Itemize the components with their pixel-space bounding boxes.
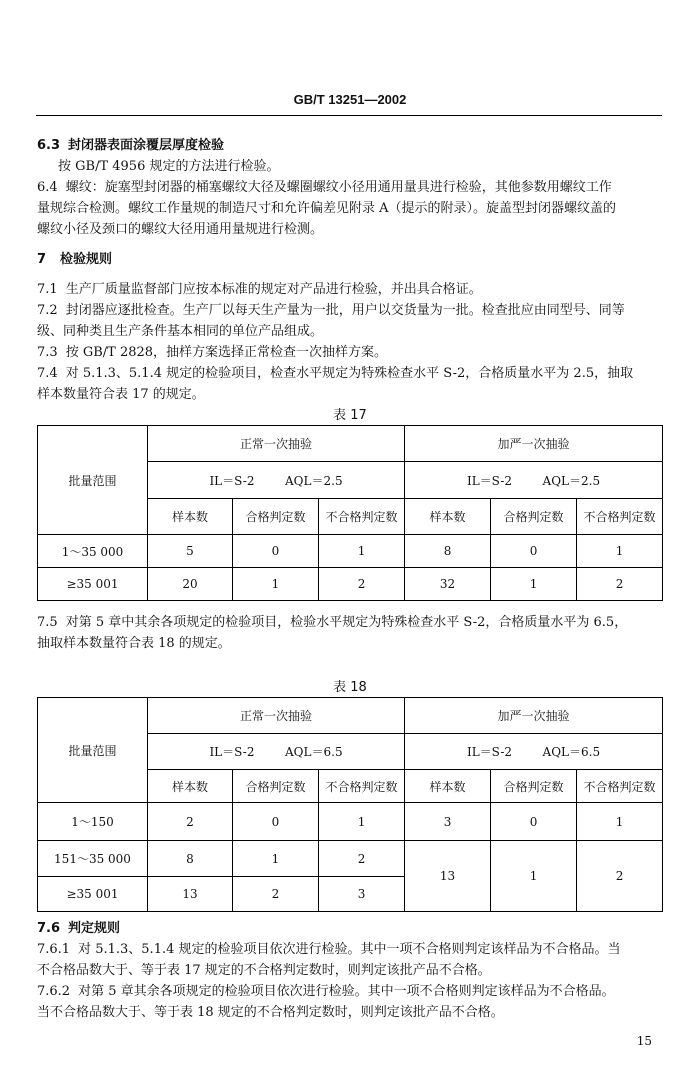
- clause-7-2-line-1: [37, 299, 625, 318]
- merged-acceptance-number-cell: 1: [491, 841, 577, 912]
- rejection-number-header: 不合格判定数: [319, 770, 405, 803]
- sample-size-cell: 8: [405, 535, 491, 568]
- acceptance-number-cell: 2: [233, 877, 319, 912]
- clause-7-6-1-line-2: 不合格品数大于、等于表 17 规定的不合格判定数时，则判定该批产品不合格。: [37, 963, 491, 978]
- acceptance-number-header: 合格判定数: [233, 770, 319, 803]
- clause-6-4-line-3: 螺纹小径及颈口的螺纹大径用通用量规进行检测。: [37, 222, 324, 237]
- sample-size-cell: 13: [148, 877, 233, 912]
- aql-value: AQL＝6.5: [285, 745, 343, 759]
- clause-text: 对 5.1.3、5.1.4 规定的检验项目依次进行检验。其中一项不合格则判定该样品为不合格品。当: [78, 942, 621, 957]
- clause-text: 对第 5 章其余各项规定的检验项目依次进行检验。其中一项不合格则判定该样品为不合格品。: [78, 984, 615, 999]
- sample-size-cell: 5: [148, 535, 233, 568]
- rejection-number-header: 不合格判定数: [577, 499, 663, 535]
- table-row: [38, 841, 663, 877]
- clause-number: 7.5: [37, 615, 58, 630]
- rejection-number-cell: 1: [577, 803, 663, 841]
- page-number: 15: [636, 1034, 652, 1048]
- rejection-number-cell: 2: [319, 568, 405, 601]
- lot-range-header: 批量范围: [38, 698, 148, 803]
- aql-value: AQL＝2.5: [285, 473, 343, 488]
- acceptance-number-cell: 0: [233, 535, 319, 568]
- clause-7-4-line-2: 样本数量符合表 17 的规定。: [37, 387, 205, 402]
- clause-7-5-line-2: 抽取样本数量符合表 18 的规定。: [37, 636, 231, 651]
- lot-range-header: 批量范围: [38, 426, 148, 535]
- lot-range-cell: 1～35 000: [38, 535, 148, 568]
- clause-6-4-line-1: [37, 176, 612, 195]
- section-7-heading: [37, 248, 112, 267]
- tightened-level-cell: [405, 734, 663, 770]
- sample-size-cell: 2: [148, 803, 233, 841]
- clause-7-1: [37, 278, 482, 297]
- lot-range-cell: 1～150: [38, 803, 148, 841]
- rejection-number-cell: 2: [577, 568, 663, 601]
- sample-size-header: 样本数: [148, 770, 233, 803]
- acceptance-number-cell: 1: [233, 841, 319, 877]
- clause-7-3: [37, 341, 387, 360]
- clause-title: 判定规则: [68, 921, 121, 936]
- normal-level-cell: [148, 462, 405, 499]
- clause-6-3-heading: [37, 134, 224, 153]
- lot-range-cell: ≥35 001: [38, 877, 148, 912]
- clause-text: 封闭器应逐批检查。生产厂以每天生产量为一批，用户以交货量为一批。检查批应由同型号、同等: [65, 303, 625, 318]
- clause-7-6-2-line-1: [37, 980, 615, 999]
- normal-level-cell: [148, 734, 405, 770]
- tightened-inspection-header: 加严一次抽验: [405, 426, 663, 462]
- aql-value: AQL＝6.5: [542, 745, 601, 759]
- acceptance-number-header: 合格判定数: [491, 499, 577, 535]
- acceptance-number-cell: 1: [491, 568, 577, 601]
- clause-7-2-line-2: 级、同种类且生产条件基本相同的单位产品组成。: [37, 324, 324, 339]
- rejection-number-cell: 3: [319, 877, 405, 912]
- clause-text: 螺纹：旋塞型封闭器的桶塞螺纹大径及螺圈螺纹小径用通用量具进行检验，其他参数用螺纹工作: [65, 180, 612, 195]
- table-row: [38, 535, 663, 568]
- acceptance-number-header: 合格判定数: [233, 499, 319, 535]
- rejection-number-cell: 1: [577, 535, 663, 568]
- section-title: 检验规则: [60, 252, 113, 267]
- rejection-number-header: 不合格判定数: [577, 770, 663, 803]
- table-17-caption: 表 17: [333, 408, 367, 423]
- clause-title: 封闭器表面涂覆层厚度检验: [68, 138, 225, 153]
- clause-number: 7.6: [37, 921, 61, 936]
- lot-range-cell: 151～35 000: [38, 841, 148, 877]
- sample-size-header: 样本数: [405, 770, 491, 803]
- clause-7-4-line-1: [37, 362, 633, 381]
- merged-rejection-number-cell: 2: [577, 841, 663, 912]
- acceptance-number-cell: 0: [491, 803, 577, 841]
- rejection-number-header: 不合格判定数: [319, 499, 405, 535]
- tightened-inspection-header: 加严一次抽验: [405, 698, 663, 734]
- aql-value: AQL＝2.5: [542, 473, 601, 488]
- inspection-level: IL＝S-2: [209, 473, 255, 488]
- sample-size-header: 样本数: [405, 499, 491, 535]
- clause-text: 对第 5 章中其余各项规定的检验项目，检验水平规定为特殊检查水平 S-2，合格质量水平为 6.5，: [65, 615, 628, 630]
- sample-size-cell: 20: [148, 568, 233, 601]
- clause-text: 对 5.1.3、5.1.4 规定的检验项目，检查水平规定为特殊检查水平 S-2，合格质量水平为 2.5，抽取: [65, 366, 634, 381]
- lot-range-cell: ≥35 001: [38, 568, 148, 601]
- sample-size-cell: 8: [148, 841, 233, 877]
- rejection-number-cell: 1: [319, 535, 405, 568]
- clause-number: 6.4: [37, 180, 58, 195]
- clause-number: 7.1: [37, 282, 58, 297]
- sample-size-cell: 32: [405, 568, 491, 601]
- clause-number: 7.4: [37, 366, 58, 381]
- table-17: [37, 425, 663, 601]
- sample-size-header: 样本数: [148, 499, 233, 535]
- section-number: 7: [37, 252, 47, 267]
- tightened-level-cell: [405, 462, 663, 499]
- acceptance-number-cell: 0: [491, 535, 577, 568]
- acceptance-number-cell: 0: [233, 803, 319, 841]
- sample-size-cell: 3: [405, 803, 491, 841]
- table-18: [37, 697, 663, 912]
- inspection-level: IL＝S-2: [466, 473, 513, 488]
- header-rule: [36, 115, 662, 116]
- clause-text: 生产厂质量监督部门应按本标准的规定对产品进行检验，并出具合格证。: [65, 282, 482, 297]
- table-18-caption: 表 18: [333, 680, 367, 695]
- clause-number: 7.6.2: [37, 984, 71, 999]
- acceptance-number-cell: 1: [233, 568, 319, 601]
- inspection-level: IL＝S-2: [466, 745, 513, 759]
- clause-number: 7.2: [37, 303, 58, 318]
- normal-inspection-header: 正常一次抽验: [148, 698, 405, 734]
- table-row: [38, 568, 663, 601]
- table-row: [38, 803, 663, 841]
- normal-inspection-header: 正常一次抽验: [148, 426, 405, 462]
- clause-7-6-1-line-1: [37, 938, 621, 957]
- clause-7-5-line-1: [37, 611, 627, 630]
- clause-6-4-line-2: 量规综合检测。螺纹工作量规的制造尺寸和允许偏差见附录 A（提示的附录）。旋盖型封闭器螺纹盖的: [37, 201, 617, 216]
- acceptance-number-header: 合格判定数: [491, 770, 577, 803]
- clause-number: 7.6.1: [37, 942, 71, 957]
- inspection-level: IL＝S-2: [209, 745, 255, 759]
- merged-sample-size-cell: 13: [405, 841, 491, 912]
- clause-number: 7.3: [37, 345, 58, 360]
- clause-7-6-2-line-2: 当不合格品数大于、等于表 18 规定的不合格判定数时，则判定该批产品不合格。: [37, 1005, 504, 1020]
- rejection-number-cell: 2: [319, 841, 405, 877]
- rejection-number-cell: 1: [319, 803, 405, 841]
- clause-7-6-heading: [37, 917, 120, 936]
- standard-number: GB/T 13251—2002: [293, 92, 407, 107]
- clause-text: 按 GB/T 2828，抽样方案选择正常检查一次抽样方案。: [65, 345, 388, 360]
- clause-number: 6.3: [37, 138, 61, 153]
- clause-6-3-body: 按 GB/T 4956 规定的方法进行检验。: [58, 159, 280, 174]
